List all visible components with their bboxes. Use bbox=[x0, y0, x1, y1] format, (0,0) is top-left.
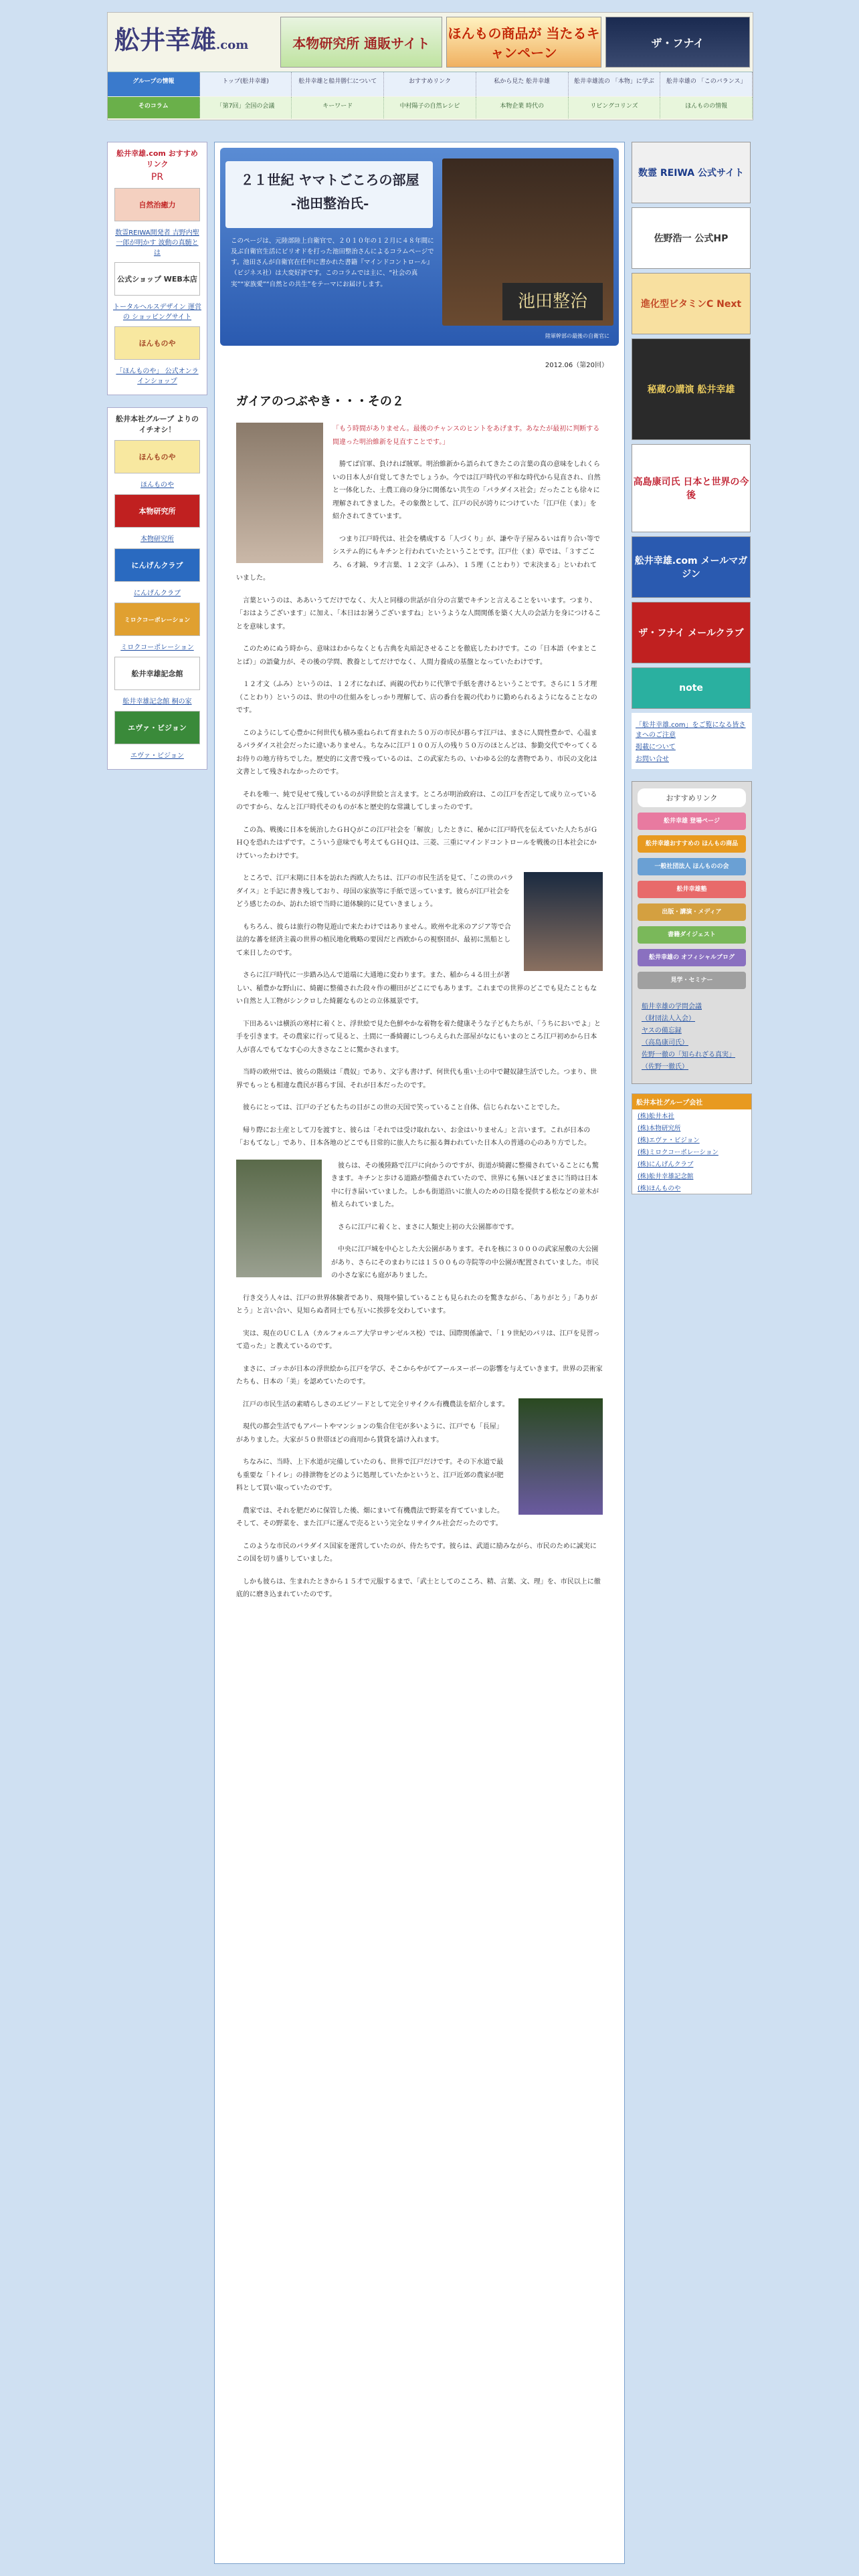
rec-button[interactable]: 舩井幸雄塾 bbox=[638, 881, 746, 898]
author-photo bbox=[442, 158, 613, 326]
group-heading: 舩井本社グループ よりのイチオシ！ bbox=[116, 415, 199, 434]
rec-link[interactable]: ヤスの備忘録 bbox=[642, 1027, 682, 1035]
ad-banner[interactable]: 舩井幸雄.com メールマガジン bbox=[632, 536, 751, 598]
column-title-author: -池田整治氏- bbox=[290, 195, 369, 211]
info-links bbox=[632, 713, 752, 769]
group-heading: 舩井本社グループ会社 bbox=[632, 1094, 751, 1109]
paragraph: 下田あるいは横浜の寒村に着くと、浮世絵で見た色鮮やかな着物を着た健康そうな子どもたちが、「うちにおいでよ」と手を引きます。その農家に行って見ると、土間に一番綺麗にしつらえられた部屋がなにもいまのところ江戸初めから日本人が喜んでもてなす心の大きさなことに驚かされます。 bbox=[236, 1020, 601, 1054]
column-header bbox=[220, 148, 619, 346]
sidebar-link[interactable]: にんげんクラブ bbox=[134, 590, 181, 597]
paragraph: さらに江戸に着くと、まさに人類史上初の大公園都市です。 bbox=[338, 1223, 518, 1231]
paragraph: 実は、現在のＵＣＬＡ（カルフォルニア大学ロサンゼルス校）では、国際関係論で、「１９世紀のパリは、江戸を見習って造った」と教えているのです。 bbox=[236, 1329, 600, 1351]
ad-banner[interactable]: 公式ショップ WEB本店 bbox=[114, 262, 200, 296]
sidebar-link[interactable]: 舩井幸雄記念館 桐の家 bbox=[122, 698, 192, 706]
listing-link[interactable]: 掲載について bbox=[636, 744, 676, 751]
rec-button[interactable]: 舩井幸雄の オフィシャルブログ bbox=[638, 949, 746, 966]
ad-banner[interactable]: 高島康司氏 日本と世界の今後 bbox=[632, 444, 751, 532]
rec-button[interactable]: 書籍ダイジェスト bbox=[638, 926, 746, 944]
rec-link[interactable]: （高島康司氏） bbox=[642, 1039, 688, 1047]
paragraph: ちなみに、当時、上下水道が完備していたのも、世界で江戸だけです。その下水道で最も重要な「トイレ」の排泄物をどのように処理していたかというと、江戸近郊の農家が肥料として買い取っていたのです。 bbox=[236, 1459, 504, 1493]
rec-button[interactable]: 見学・セミナー bbox=[638, 972, 746, 989]
paragraph: それを唯一、純で見せて残しているのが浮世絵と言えます。ところが明治政府は、この江戸を否定して成り立っているのですから、なんと江戸時代そのものが本と歴史的な常識してしまったのです。 bbox=[236, 790, 597, 812]
paragraph: さらに江戸時代に一歩踏み込んで道端に大通地に変わります。また、稲から４る田土が著しい、稲豊かな野山に、綺麗に整備された段々作の棚田がどこにでもあります。これまでの世界のどこでも見たこともない自然と人工物がシンクロした綺麗なものとの立体風景です。 bbox=[236, 972, 597, 1006]
rec-button[interactable]: 出版・講演・メディア bbox=[638, 903, 746, 921]
left-sidebar bbox=[107, 142, 207, 782]
pr-label: PR bbox=[151, 172, 164, 183]
paragraph: つまり江戸時代は、社会を構成する「人づくり」が、謙や寺子屋みるいは育り合い等でシステム的にもキチンと行われていたということです。江戸仕（ま）草では、「３すごころ、６才鏡、９才言葉、１２文字（ふみ）、１５理（ことわり）で末決まる」といわれていました。 bbox=[236, 535, 600, 582]
column-title bbox=[236, 169, 423, 212]
paragraph: このためにぬう時から、意味はわからなくとも古典を丸暗記させることを徹底したわけです。この「日本語（やまとことば）」の語彙力が、その後の学問、教養としてだけでなく、人間力養成の基盤となっていたわけです。 bbox=[236, 645, 597, 666]
nav-item[interactable]: そのコラム bbox=[108, 97, 200, 118]
paragraph: 農家では、それを肥だめに保管した後、畑にまいて有機農法で野菜を育てていました。そして、その野菜を、また江戸に運んで売るという完全なリサイクル社会だったのです。 bbox=[236, 1507, 504, 1528]
paragraph: １２才文（ふみ）というのは、１２才になれば、両親の代わりに代筆で手紙を書けるということです。さらに１５才理（ことわり）というのは、世の中の仕組みをしっかり理解して、店の番台を親の代わりに勤められるようになることなのです。 bbox=[236, 681, 597, 715]
article-image-flowers bbox=[236, 423, 323, 563]
notice-link[interactable]: 「舩井幸雄.com」をご覧になる皆さまへのご注意 bbox=[636, 722, 746, 739]
ad-banner[interactable]: ほんものや bbox=[114, 440, 200, 473]
sidebar-link[interactable]: トータルヘルスデザイン 運営の ショッピングサイト bbox=[113, 304, 201, 321]
paragraph: 中央に江戸城を中心とした大公園があります。それを核に３０００の武家屋敷の大公園があり、さらにそのまわりには１５００もの寺院等の中公園が配置されていました。市民の小さな家にも庭がありました。 bbox=[331, 1246, 599, 1280]
nav-item[interactable]: 「第7回」全国の会議 bbox=[200, 97, 292, 118]
ad-banner[interactable]: 自然治癒力 bbox=[114, 188, 200, 221]
sidebar-link[interactable]: 「ほんものや」 公式オンラインショップ bbox=[116, 368, 199, 385]
nav-item[interactable]: キーワード bbox=[292, 97, 384, 118]
sidebar-link[interactable]: エヴァ・ビジョン bbox=[130, 752, 184, 760]
group-box bbox=[107, 407, 207, 770]
paragraph: 行き交う人々は、江戸の世界体験者であり、飛翔や猿していることも見られたのを驚きながら、「ありがとう」「ありがとう」と言い合い、見知らぬ者同士でも互いに挨拶を交わしています。 bbox=[236, 1294, 597, 1315]
nav-item[interactable]: 舩井幸雄の 「このバランス」 bbox=[660, 72, 753, 96]
main-content bbox=[214, 142, 625, 2564]
rec-link[interactable]: 船井幸雄の学問会議 bbox=[642, 1003, 702, 1010]
paragraph: 勝てば官軍、負ければ賊軍。明治維新から語られてきたこの言葉の真の意味をしれくらいの日本人が自覚してきたでしょうか。今では江戸時代の平和な時代から見直され、自然と一体化した、土農工商の身分に関係ない共生の「パラダイス社会」だったことも徐々に理解されてきました。その象徴として、江戸の民が誇りにつけていた「江戸住（ま）」を紹介されてきています。 bbox=[332, 461, 601, 521]
nav-item[interactable]: 私から見た 舩井幸雄 bbox=[476, 72, 569, 96]
recommended-links bbox=[632, 781, 752, 1084]
rec-text-links bbox=[638, 994, 746, 1077]
rec-button[interactable]: 舩井幸雄おすすめの ほんもの商品 bbox=[638, 835, 746, 853]
paragraph: 言葉というのは、ああいうてだけでなく、大人と同様の世話が自分の言葉でキチンと言えることをいいます。つまり、「おはようございます」に加え、「本日はお暑うございますね」というような人間関係を築く大人の会話力を身につけることを意味します。 bbox=[236, 597, 601, 631]
paragraph: 帰り際にお土産として刀を渡すと、彼らは「それでは受け取れない、お金はいりません」と言います。これが日本の「おもてなし」であり、日本各地のどこでも日常的に旅人たちに振る舞われていた日本人の普通の心のあり方でした。 bbox=[236, 1126, 591, 1148]
sidebar-link[interactable]: ほんものや bbox=[140, 481, 174, 489]
ad-banner[interactable]: note bbox=[632, 667, 751, 709]
ad-banner[interactable]: エヴァ・ビジョン bbox=[114, 711, 200, 744]
right-sidebar bbox=[632, 142, 752, 1194]
paragraph: このようにして心豊かに何世代も積み重ねられて育まれた５０万の市民が暮らす江戸は、まさに人間性豊かで、心温まるパラダイス社会だったに違いありません。ちなみに江戸１００万人の残り５０万のほとんどは、参勤交代でやってくるお侍りの地方待ちでした。歴史的に文書で残っているのは、この武家たちの、いわゆる公的な書物であり、市民の文化は文書として残されなかったのです。 bbox=[236, 729, 598, 776]
article-image-night bbox=[524, 872, 603, 971]
group-companies bbox=[632, 1093, 752, 1194]
paragraph: もちろん、彼らは旅行の物見遊山で来たわけではありません。欧州や北米のアジア等で合法的な蕃を経済主義の世界の植民地化戦略の要因だと西欧からの視察団が、最初に黒船として来日したのです。 bbox=[236, 923, 511, 957]
rec-link[interactable]: （佐野一徹氏） bbox=[642, 1063, 688, 1071]
paragraph: この為、戦後に日本を統治したＧＨＱがこの江戸社会を「解放」したときに、秘かに江戸時代を伝えていた人たちがＧＨＱを恐れたはずです。こういう意味でも考えてもＧＨＱは、三菱、三重にマインドコントロールを戦後の日本社会にかけていったわけです。 bbox=[236, 826, 597, 860]
nav-item[interactable]: リビングコリンズ bbox=[569, 97, 661, 118]
column-intro: このページは、元陸部陸上自衛官で、２０１０年の１２月に４８年間に及ぶ自衛官生活にピリオドを打った池田整治さんによるコラムページです。池田さんが自衛官在任中に書かれた書籍『マインドコントロール』（ビジネス社）は大変好評です。このコラムでは主に、“社会の真実”“家族愛”“自然との共生”をテーマにお届けします。 bbox=[231, 237, 434, 288]
column-title-main: ２１世紀 ヤマトごころの部屋 bbox=[240, 172, 419, 188]
banner-campaign[interactable]: ほんもの商品が 当たるキャンペーン bbox=[446, 17, 601, 68]
lead-text: 「もう時間がありません。最後のチャンスのヒントをあげます。あなたが最初に判断する間違った明治維新を見直すことです。」 bbox=[332, 425, 600, 446]
site-logo[interactable]: 舩井幸雄.com bbox=[114, 25, 249, 55]
site-header bbox=[107, 12, 753, 120]
nav-item[interactable]: ほんものの情報 bbox=[660, 97, 753, 118]
recommend-box bbox=[107, 142, 207, 395]
rec-link[interactable]: （財団法人入会） bbox=[642, 1015, 695, 1023]
nav-item[interactable]: おすすめリンク bbox=[384, 72, 476, 96]
nav-item[interactable]: 舩井幸雄流の 「本物」に学ぶ bbox=[569, 72, 661, 96]
ad-banner[interactable]: ミロクコーポレーション bbox=[114, 603, 200, 636]
ad-banner[interactable]: 進化型ビタミンC Next bbox=[632, 273, 751, 334]
nav-item[interactable]: 舩井幸雄と船井勝仁について bbox=[292, 72, 384, 96]
paragraph: ところで、江戸末期に日本を訪れた西欧人たちは、江戸の市民生活を見て、「この世のパラダイス」と手記に書き残しており、母国の家族等に手紙で送っています。彼らが江戸社会をどう感じたのか、訪れた頃で当時に道体験的に見ていきましょう。 bbox=[236, 875, 514, 909]
recommended-heading: おすすめリンク bbox=[638, 788, 746, 807]
group-link[interactable]: (株)本物研究所 bbox=[638, 1125, 681, 1132]
paragraph: このような市民のパラダイス国家を運営していたのが、侍たちです。彼らは、武道に励みながら、市民のために誠実にこの国を切り盛りしていました。 bbox=[236, 1542, 597, 1564]
article-image-garden bbox=[518, 1398, 603, 1515]
ad-banner[interactable]: 本物研究所 bbox=[114, 494, 200, 528]
contact-link[interactable]: お問い合せ bbox=[636, 756, 669, 763]
rec-button[interactable]: 舩井幸雄 登場ページ bbox=[638, 813, 746, 830]
banner-honmono-kenkyujo[interactable]: 本物研究所 通販サイト bbox=[280, 17, 442, 68]
recommend-heading: 舩井幸雄.com おすすめリンク bbox=[116, 149, 198, 169]
nav-bottom bbox=[108, 97, 753, 118]
nameplate: 池田整治 bbox=[502, 283, 603, 320]
paragraph: しかも彼らは、生まれたときから１５才で元服するまで、「武士としてのこころ、精、言葉、文、理」を、市民以上に徹底的に磨き込まれていたのです。 bbox=[236, 1578, 601, 1599]
group-link[interactable]: (株)ミロクコーポレーション bbox=[638, 1149, 719, 1156]
group-link[interactable]: (株)にんげんクラブ bbox=[638, 1161, 694, 1168]
nav-top bbox=[108, 72, 753, 96]
nav-item[interactable]: 中村陽子の自然レシピ bbox=[384, 97, 476, 118]
article-body bbox=[236, 390, 603, 1611]
ad-banner[interactable]: 秘蔵の講演 舩井幸雄 bbox=[632, 338, 751, 440]
paragraph: 当時の欧州では、彼らの階級は「農奴」であり、文字も書けず、何世代も重い土の中で鍵奴隷生活でした。つまり、世界でもっとも相違な農民が暮らす国、それが日本だったのです。 bbox=[236, 1069, 597, 1089]
photo-caption: 陸軍幹部の最後の自衛官に bbox=[545, 333, 609, 339]
article-image-road bbox=[236, 1160, 322, 1277]
rec-link[interactable]: 佐野一徹の「知られざる真実」 bbox=[642, 1051, 735, 1059]
nav-item[interactable]: 本物企業 時代の bbox=[476, 97, 569, 118]
paragraph: 江戸の市民生活の素晴らしさのエピソードとして完全リサイクル有機農法を紹介します。 bbox=[243, 1400, 509, 1408]
rec-button[interactable]: 一般社団法人 ほんものの会 bbox=[638, 858, 746, 875]
paragraph: 彼らは、その後陸路で江戸に向かうのですが、街道が綺麗に整備されていることにも驚きます。キチンと歩ける道路が整備されていたので、世界にも無いほどまさに当時は日本中に行き届いていました。しかも街道沿いに旅人のための日陰を提供する松などの並木が植えられていました。 bbox=[331, 1162, 599, 1209]
banner-the-funai[interactable]: ザ・フナイ bbox=[605, 17, 750, 68]
sidebar-link[interactable]: ミロクコーポレーション bbox=[120, 644, 194, 651]
nav-item[interactable]: グループの情報 bbox=[108, 72, 200, 96]
group-link[interactable]: (株)ほんものや bbox=[638, 1185, 681, 1192]
paragraph: 彼らにとっては、江戸の子どもたちの目がこの世の天国で笑っていること自体、信じられないことでした。 bbox=[243, 1104, 564, 1112]
ad-banner[interactable]: ザ・フナイ メールクラブ bbox=[632, 602, 751, 663]
ad-banner[interactable]: 舩井幸雄記念館 bbox=[114, 657, 200, 690]
paragraph: まさに、ゴッホが日本の浮世絵から江戸を学び、そこからやがてアールヌーボーの影響を与えていきます。世界の芸術家たちも、日本の「美」を認めていたのです。 bbox=[236, 1365, 603, 1386]
ad-banner[interactable]: ほんものや bbox=[114, 326, 200, 360]
ad-banner[interactable]: にんげんクラブ bbox=[114, 548, 200, 582]
nav-item[interactable]: トップ(舩井幸雄) bbox=[200, 72, 292, 96]
group-link[interactable]: (株)舩井幸雄記念館 bbox=[638, 1173, 694, 1180]
article-date: 2012.06（第20回） bbox=[545, 362, 608, 369]
article-title: ガイアのつぶやき・・・その２ bbox=[236, 395, 404, 409]
group-link[interactable]: (株)舩井本社 bbox=[638, 1113, 674, 1120]
sidebar-link[interactable]: 本物研究所 bbox=[140, 536, 174, 543]
paragraph: 現代の都会生活でもアパートやマンションの集合住宅が多いように、江戸でも「長屋」がありました。大家が５０世帯ほどの商用から賃貸を請け入れます。 bbox=[236, 1423, 503, 1444]
ad-banner[interactable]: 数霊 REIWA 公式サイト bbox=[632, 142, 751, 203]
ad-banner[interactable]: 佐野浩一 公式HP bbox=[632, 207, 751, 269]
group-link[interactable]: (株)エヴァ・ビジョン bbox=[638, 1137, 700, 1144]
sidebar-link[interactable]: 数霊REIWA開発者 吉野内聖一郎が明かす 波動の真髄とは bbox=[115, 229, 199, 257]
